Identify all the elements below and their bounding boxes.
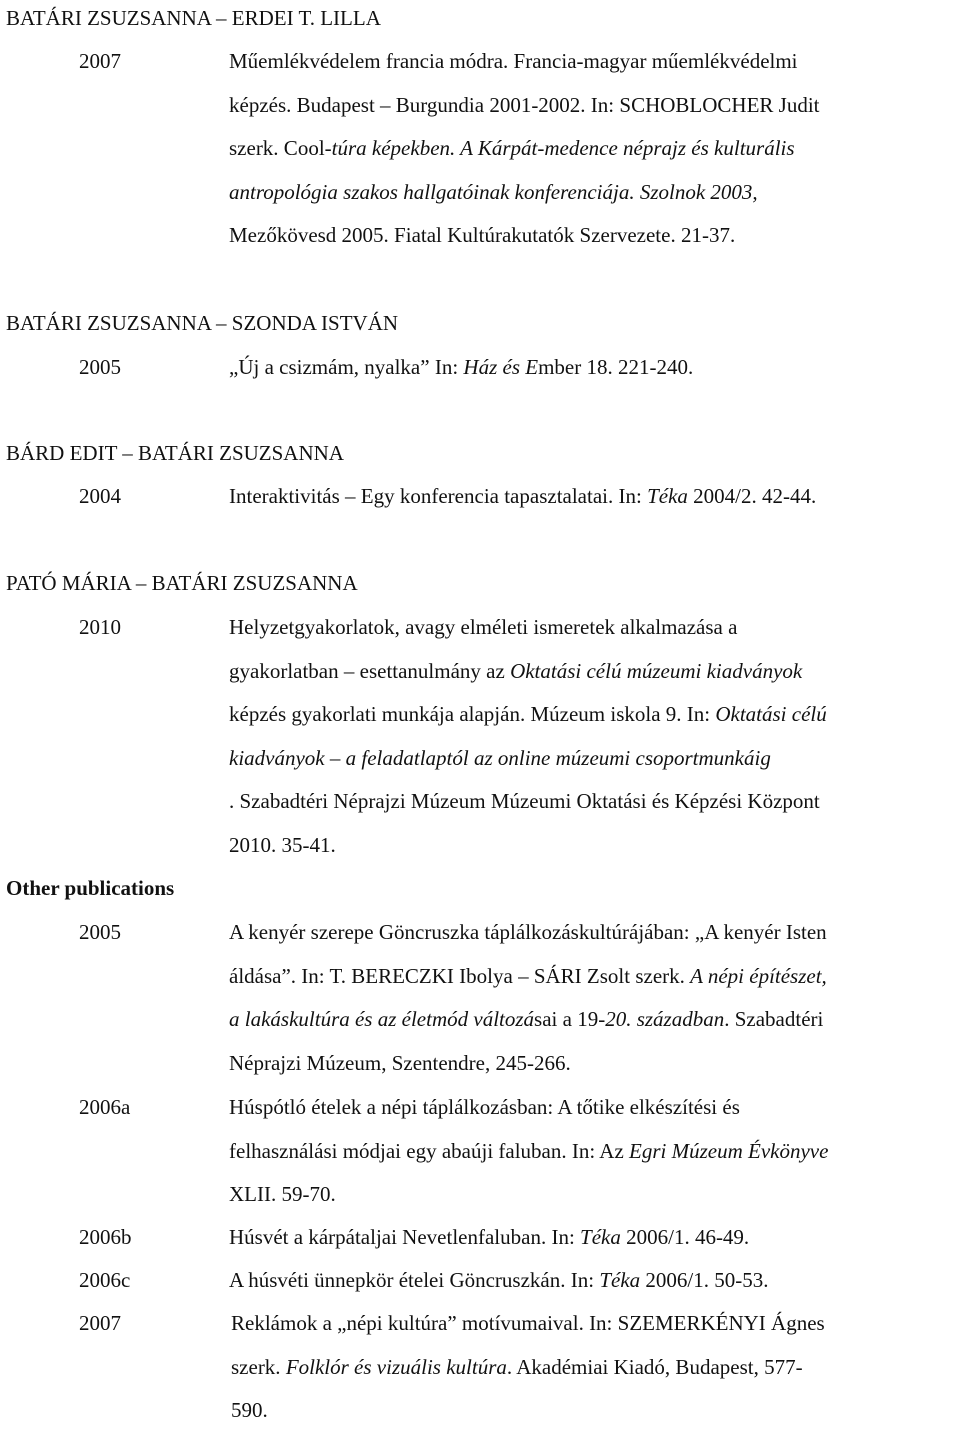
entry-line xyxy=(229,955,954,999)
entry-line xyxy=(229,127,954,171)
entry-text: képzés. Budapest – Burgundia 2001-2002. In: SCHOBLOCHER Judit xyxy=(229,92,820,117)
entry-title-italic: Folklór és vizuális kultúra xyxy=(285,1354,507,1379)
entry-text: . Akadémiai Kiadó, Budapest, 577- xyxy=(506,1354,803,1379)
bibliography-entry xyxy=(229,911,954,1085)
entry-title-italic: a lakáskultúra és az életmód változá xyxy=(229,1007,535,1032)
bibliography-entry xyxy=(229,606,954,868)
entry-title-italic: Egri Múzeum Évkönyve xyxy=(629,1138,829,1163)
entry-year: 2004 xyxy=(79,484,121,508)
entry-line xyxy=(229,998,954,1042)
entry-text: mber 18. 221-240. xyxy=(538,355,694,379)
entry-line xyxy=(229,475,954,519)
entry-text: A húsvéti ünnepkör ételei Göncruszkán. In: xyxy=(229,1268,600,1292)
entry-year: 2006c xyxy=(79,1268,131,1292)
entry-line xyxy=(229,650,954,694)
entry-title-italic: Téka xyxy=(599,1268,641,1292)
entry-text: Néprajzi Múzeum, Szentendre, 245-266. xyxy=(229,1050,571,1075)
entry-line xyxy=(229,693,954,737)
entry-line xyxy=(229,911,954,955)
entry-text: A kenyér szerepe Göncruszka táplálkozáskultúrájában: „A kenyér Isten xyxy=(229,920,827,944)
entry-title-italic: Téka xyxy=(647,484,688,508)
entry-line xyxy=(229,1259,954,1303)
entry-text: „Új a csizmám, nyalka” In: xyxy=(229,355,464,379)
entry-year: 2007 xyxy=(79,49,121,73)
entry-line xyxy=(229,824,954,868)
entry-line xyxy=(229,40,954,84)
entry-text: 2006/1. 50-53. xyxy=(640,1268,769,1292)
entry-line xyxy=(229,214,954,258)
entry-line xyxy=(229,606,954,650)
entry-text: 2010. 35-41. xyxy=(229,832,336,857)
author-heading: BATÁRI ZSUZSANNA – SZONDA ISTVÁN xyxy=(6,311,399,335)
entry-title-italic: A népi építészet, xyxy=(690,963,827,988)
entry-title-italic: 20. században xyxy=(605,1007,725,1032)
entry-line xyxy=(229,737,954,781)
entry-year: 2010 xyxy=(79,615,121,639)
entry-text: 2006/1. 46-49. xyxy=(620,1225,750,1249)
entry-text: képzés gyakorlati munkája alapján. Múzeum iskola 9. In: xyxy=(229,702,716,727)
entry-text: felhasználási módjai egy abaúji faluban. In: Az xyxy=(229,1138,630,1163)
entry-line xyxy=(229,780,954,824)
entry-line xyxy=(231,1346,954,1390)
entry-text: . Szabadtéri xyxy=(724,1007,824,1032)
entry-year: 2007 xyxy=(79,1311,121,1335)
entry-text: sai a 19- xyxy=(534,1007,606,1032)
entry-title-italic: Oktatási célú xyxy=(715,702,827,727)
bibliography-entry xyxy=(229,1086,954,1217)
author-heading: BÁRD EDIT – BATÁRI ZSUZSANNA xyxy=(6,441,344,465)
entry-text: Műemlékvédelem francia módra. Francia-magyar műemlékvédelmi xyxy=(229,49,798,73)
entry-text: Húsvét a kárpátaljai Nevetlenfaluban. In: xyxy=(229,1225,581,1249)
entry-text: gyakorlatban – esettanulmány az xyxy=(229,658,511,683)
entry-text: 2004/2. 42-44. xyxy=(687,484,817,508)
entry-title-italic: Téka xyxy=(580,1225,621,1249)
entry-line xyxy=(229,1042,954,1086)
entry-title-italic: Oktatási célú múzeumi kiadványok xyxy=(510,658,803,683)
entry-title-italic: antropológia szakos hallgatóinak konferenciája. Szolnok 2003, xyxy=(229,179,758,204)
entry-text: Reklámok a „népi kultúra” motívumaival. In: SZEMERKÉNYI Ágnes xyxy=(231,1311,825,1335)
entry-line xyxy=(229,1086,954,1130)
entry-text: áldása”. In: T. BERECZKI Ibolya – SÁRI Zsolt szerk. xyxy=(229,963,691,988)
entry-text: Interaktivitás – Egy konferencia tapasztalatai. In: xyxy=(229,484,648,508)
author-heading: BATÁRI ZSUZSANNA – ERDEI T. LILLA xyxy=(6,6,381,30)
section-heading: Other publications xyxy=(6,876,175,900)
entry-title-italic: Ház és E xyxy=(463,355,539,379)
entry-year: 2005 xyxy=(79,355,121,379)
entry-text: 590. xyxy=(231,1398,268,1423)
bibliography-entry xyxy=(229,475,954,519)
entry-year: 2006a xyxy=(79,1095,131,1119)
entry-line xyxy=(229,1173,954,1217)
entry-text: . Szabadtéri Néprajzi Múzeum Múzeumi Oktatási és Képzési Központ xyxy=(229,789,820,814)
entry-text: XLII. 59-70. xyxy=(229,1182,336,1207)
entry-line xyxy=(229,171,954,215)
entry-line xyxy=(229,1130,954,1174)
entry-text: szerk. Cool- xyxy=(229,136,332,161)
entry-text: szerk. xyxy=(231,1354,286,1379)
entry-text: Húspótló ételek a népi táplálkozásban: A tőtike elkészítési és xyxy=(229,1095,740,1119)
bibliography-entry xyxy=(231,1302,954,1433)
entry-text: Helyzetgyakorlatok, avagy elméleti ismeretek alkalmazása a xyxy=(229,615,738,639)
bibliography-entry xyxy=(229,346,954,390)
bibliography-entry xyxy=(229,1259,954,1303)
entry-line xyxy=(229,1216,954,1260)
entry-line xyxy=(231,1389,954,1433)
entry-text: Mezőkövesd 2005. Fiatal Kultúrakutatók Szervezete. 21-37. xyxy=(229,223,736,248)
entry-title-italic: kiadványok – a feladatlaptól az online múzeumi csoportmunkáig xyxy=(229,745,771,770)
entry-title-italic: túra képekben. A Kárpát-medence néprajz és kulturális xyxy=(331,136,795,161)
entry-year: 2006b xyxy=(79,1225,132,1249)
bibliography-entry xyxy=(229,40,954,258)
entry-year: 2005 xyxy=(79,920,121,944)
entry-line xyxy=(229,84,954,128)
entry-line xyxy=(229,346,954,390)
author-heading: PATÓ MÁRIA – BATÁRI ZSUZSANNA xyxy=(6,571,358,595)
entry-line xyxy=(231,1302,954,1346)
bibliography-entry xyxy=(229,1216,954,1260)
